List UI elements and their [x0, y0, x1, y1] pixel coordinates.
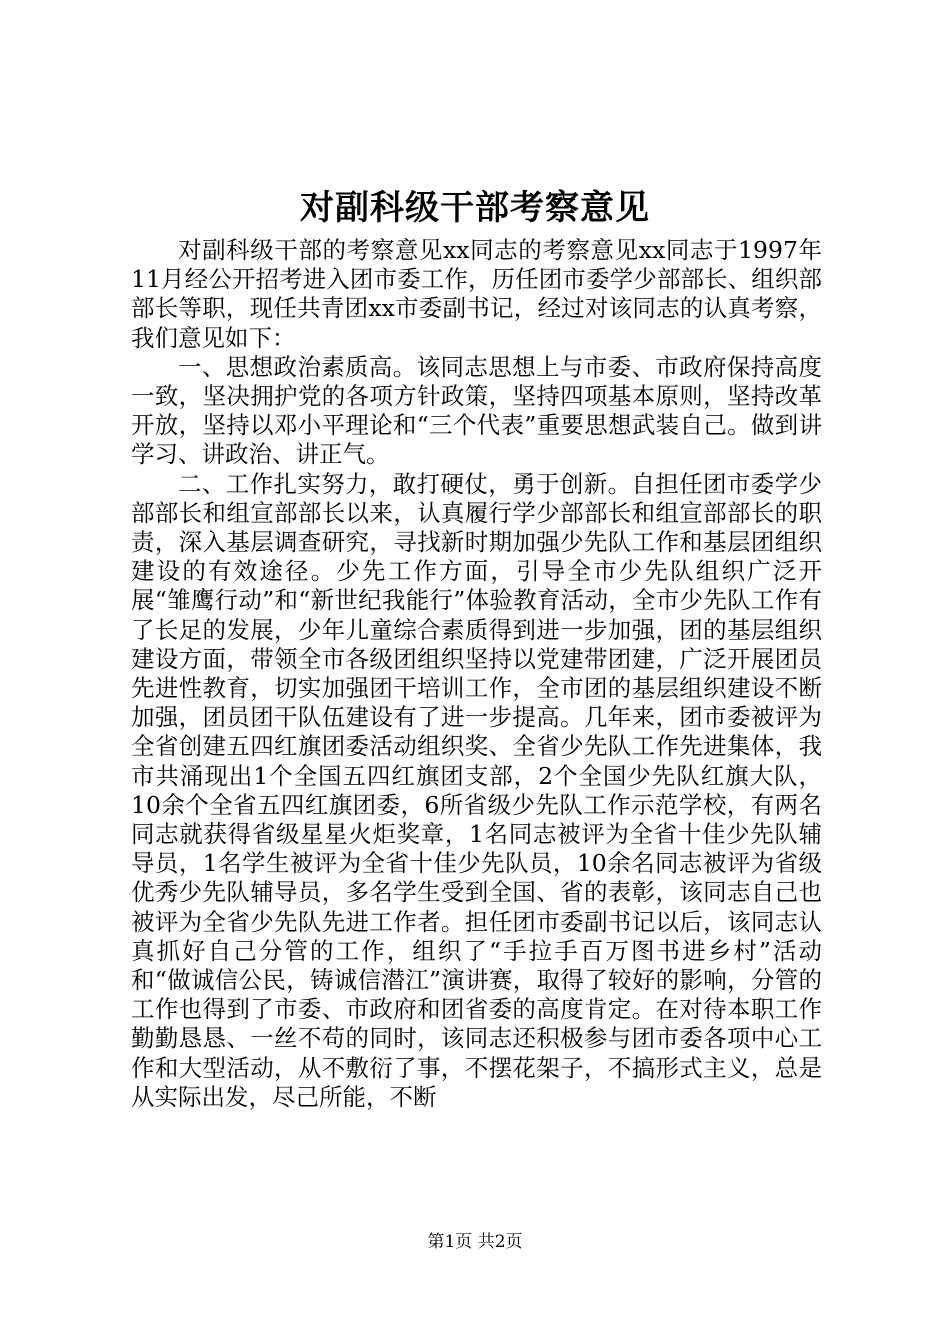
page-footer: 第1页 共2页: [427, 1232, 523, 1252]
document-body: [131, 236, 822, 1112]
paragraph-intro: 对副科级干部的考察意见xx同志的考察意见xx同志于1997年11月经公开招考进入团市委工作，历任团市委学少部部长、组织部部长等职，现任共青团xx市委副书记，经过对该同志的认真考察，我们意见如下：: [131, 236, 822, 352]
paragraph-work-performance: 二、工作扎实努力，敢打硬仗，勇于创新。自担任团市委学少部部长和组宣部部长以来，认真履行学少部部长和组宣部部长的职责，深入基层调查研究，寻找新时期加强少先队工作和基层团组织建设的有效途径。少先工作方面，引导全市少先队组织广泛开展“雏鹰行动”和“新世纪我能行”体验教育活动，全市少先队工作有了长足的发展，少年儿童综合素质得到进一步加强，团的基层组织建设方面，带领全市各级团组织坚持以党建带团建，广泛开展团员先进性教育，切实加强团干培训工作，全市团的基层组织建设不断加强，团员团干队伍建设有了进一步提高。几年来，团市委被评为全省创建五四红旗团委活动组织奖、全省少先队工作先进集体，我市共涌现出1个全国五四红旗团支部，2个全国少先队红旗大队，10余个全省五四红旗团委，6所省级少先队工作示范学校，有两名同志就获得省级星星火炬奖章，1名同志被评为全省十佳少先队辅导员，1名学生被评为全省十佳少先队员，10余名同志被评为省级优秀少先队辅导员，多名学生受到全国、省的表彰，该同志自己也被评为全省少先队先进工作者。担任团市委副书记以后，该同志认真抓好自己分管的工作，组织了“手拉手百万图书进乡村”活动和“做诚信公民，铸诚信潜江”演讲赛，取得了较好的影响，分管的工作也得到了市委、市政府和团省委的高度肯定。在对待本职工作勤勤恳恳、一丝不苟的同时，该同志还积极参与团市委各项中心工作和大型活动，从不敷衍了事，不摆花架子，不搞形式主义，总是从实际出发，尽己所能，不断: [131, 469, 822, 1111]
paragraph-political-quality: 一、思想政治素质高。该同志思想上与市委、市政府保持高度一致，坚决拥护党的各项方针政策，坚持四项基本原则，坚持改革开放，坚持以邓小平理论和“三个代表”重要思想武装自己。做到讲学习、讲政治、讲正气。: [131, 352, 822, 469]
document-title: 对副科级干部考察意见: [300, 188, 650, 228]
